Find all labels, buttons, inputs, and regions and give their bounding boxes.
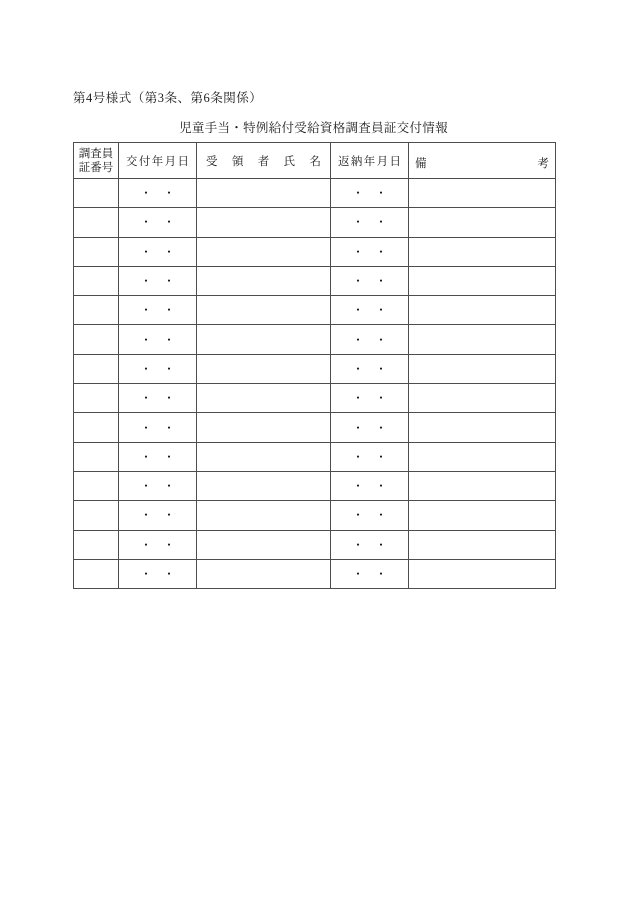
cell-return-date: ・ ・: [331, 296, 409, 325]
cell-investigator-id: [74, 471, 119, 500]
cell-investigator-id: [74, 266, 119, 295]
cell-issue-date: ・ ・: [119, 296, 197, 325]
cell-recipient-name: [197, 384, 331, 413]
cell-issue-date: ・ ・: [119, 530, 197, 559]
cell-remarks: [409, 530, 556, 559]
document-title: 児童手当・特例給付受給資格調査員証交付情報: [179, 121, 448, 135]
issuance-record-table: [73, 142, 556, 589]
table-row: [74, 501, 556, 530]
cell-remarks: [409, 384, 556, 413]
cell-recipient-name: [197, 325, 331, 354]
cell-investigator-id: [74, 325, 119, 354]
cell-return-date: ・ ・: [331, 237, 409, 266]
cell-return-date: ・ ・: [331, 179, 409, 208]
cell-issue-date: ・ ・: [119, 384, 197, 413]
cell-issue-date: ・ ・: [119, 325, 197, 354]
cell-issue-date: ・ ・: [119, 266, 197, 295]
cell-issue-date: ・ ・: [119, 354, 197, 383]
table-row: [74, 384, 556, 413]
cell-return-date: ・ ・: [331, 471, 409, 500]
header-investigator-id-line1: 調査員: [78, 147, 114, 160]
cell-return-date: ・ ・: [331, 413, 409, 442]
header-issue-date: 交付年月日: [119, 143, 197, 179]
cell-investigator-id: [74, 559, 119, 588]
cell-remarks: [409, 325, 556, 354]
cell-remarks: [409, 413, 556, 442]
table-row: [74, 266, 556, 295]
cell-investigator-id: [74, 413, 119, 442]
cell-issue-date: ・ ・: [119, 559, 197, 588]
cell-investigator-id: [74, 530, 119, 559]
cell-return-date: ・ ・: [331, 325, 409, 354]
table-row: [74, 442, 556, 471]
table-row: [74, 530, 556, 559]
cell-issue-date: ・ ・: [119, 442, 197, 471]
cell-investigator-id: [74, 237, 119, 266]
cell-issue-date: ・ ・: [119, 237, 197, 266]
table-row: [74, 471, 556, 500]
cell-return-date: ・ ・: [331, 501, 409, 530]
cell-return-date: ・ ・: [331, 559, 409, 588]
cell-remarks: [409, 296, 556, 325]
header-recipient-name: 受領者氏名: [197, 143, 331, 179]
table-row: [74, 296, 556, 325]
header-return-date: 返納年月日: [331, 143, 409, 179]
cell-investigator-id: [74, 296, 119, 325]
cell-recipient-name: [197, 442, 331, 471]
cell-remarks: [409, 471, 556, 500]
table-header-row: [74, 143, 556, 179]
cell-investigator-id: [74, 442, 119, 471]
cell-issue-date: ・ ・: [119, 413, 197, 442]
cell-recipient-name: [197, 413, 331, 442]
cell-remarks: [409, 179, 556, 208]
cell-recipient-name: [197, 501, 331, 530]
header-investigator-id-line2: 証番号: [78, 161, 114, 174]
form-number-label: 第4号様式（第3条、第6条関係）: [73, 91, 263, 105]
table-row: [74, 208, 556, 237]
cell-recipient-name: [197, 179, 331, 208]
cell-return-date: ・ ・: [331, 442, 409, 471]
cell-recipient-name: [197, 266, 331, 295]
cell-remarks: [409, 208, 556, 237]
cell-issue-date: ・ ・: [119, 501, 197, 530]
cell-investigator-id: [74, 179, 119, 208]
header-remarks: 備考: [409, 143, 556, 179]
cell-return-date: ・ ・: [331, 208, 409, 237]
table-row: [74, 325, 556, 354]
cell-recipient-name: [197, 237, 331, 266]
cell-remarks: [409, 442, 556, 471]
cell-investigator-id: [74, 354, 119, 383]
cell-remarks: [409, 354, 556, 383]
table-row: [74, 354, 556, 383]
cell-issue-date: ・ ・: [119, 471, 197, 500]
cell-recipient-name: [197, 208, 331, 237]
cell-recipient-name: [197, 530, 331, 559]
cell-recipient-name: [197, 559, 331, 588]
cell-recipient-name: [197, 471, 331, 500]
cell-return-date: ・ ・: [331, 384, 409, 413]
cell-remarks: [409, 237, 556, 266]
cell-recipient-name: [197, 354, 331, 383]
table-row: [74, 413, 556, 442]
table-body: [74, 179, 556, 589]
cell-investigator-id: [74, 208, 119, 237]
cell-remarks: [409, 501, 556, 530]
cell-investigator-id: [74, 501, 119, 530]
table-row: [74, 179, 556, 208]
table-row: [74, 559, 556, 588]
cell-recipient-name: [197, 296, 331, 325]
cell-return-date: ・ ・: [331, 530, 409, 559]
cell-issue-date: ・ ・: [119, 179, 197, 208]
cell-issue-date: ・ ・: [119, 208, 197, 237]
cell-remarks: [409, 559, 556, 588]
cell-remarks: [409, 266, 556, 295]
table-row: [74, 237, 556, 266]
cell-investigator-id: [74, 384, 119, 413]
cell-return-date: ・ ・: [331, 354, 409, 383]
header-investigator-id: [74, 143, 119, 179]
cell-return-date: ・ ・: [331, 266, 409, 295]
